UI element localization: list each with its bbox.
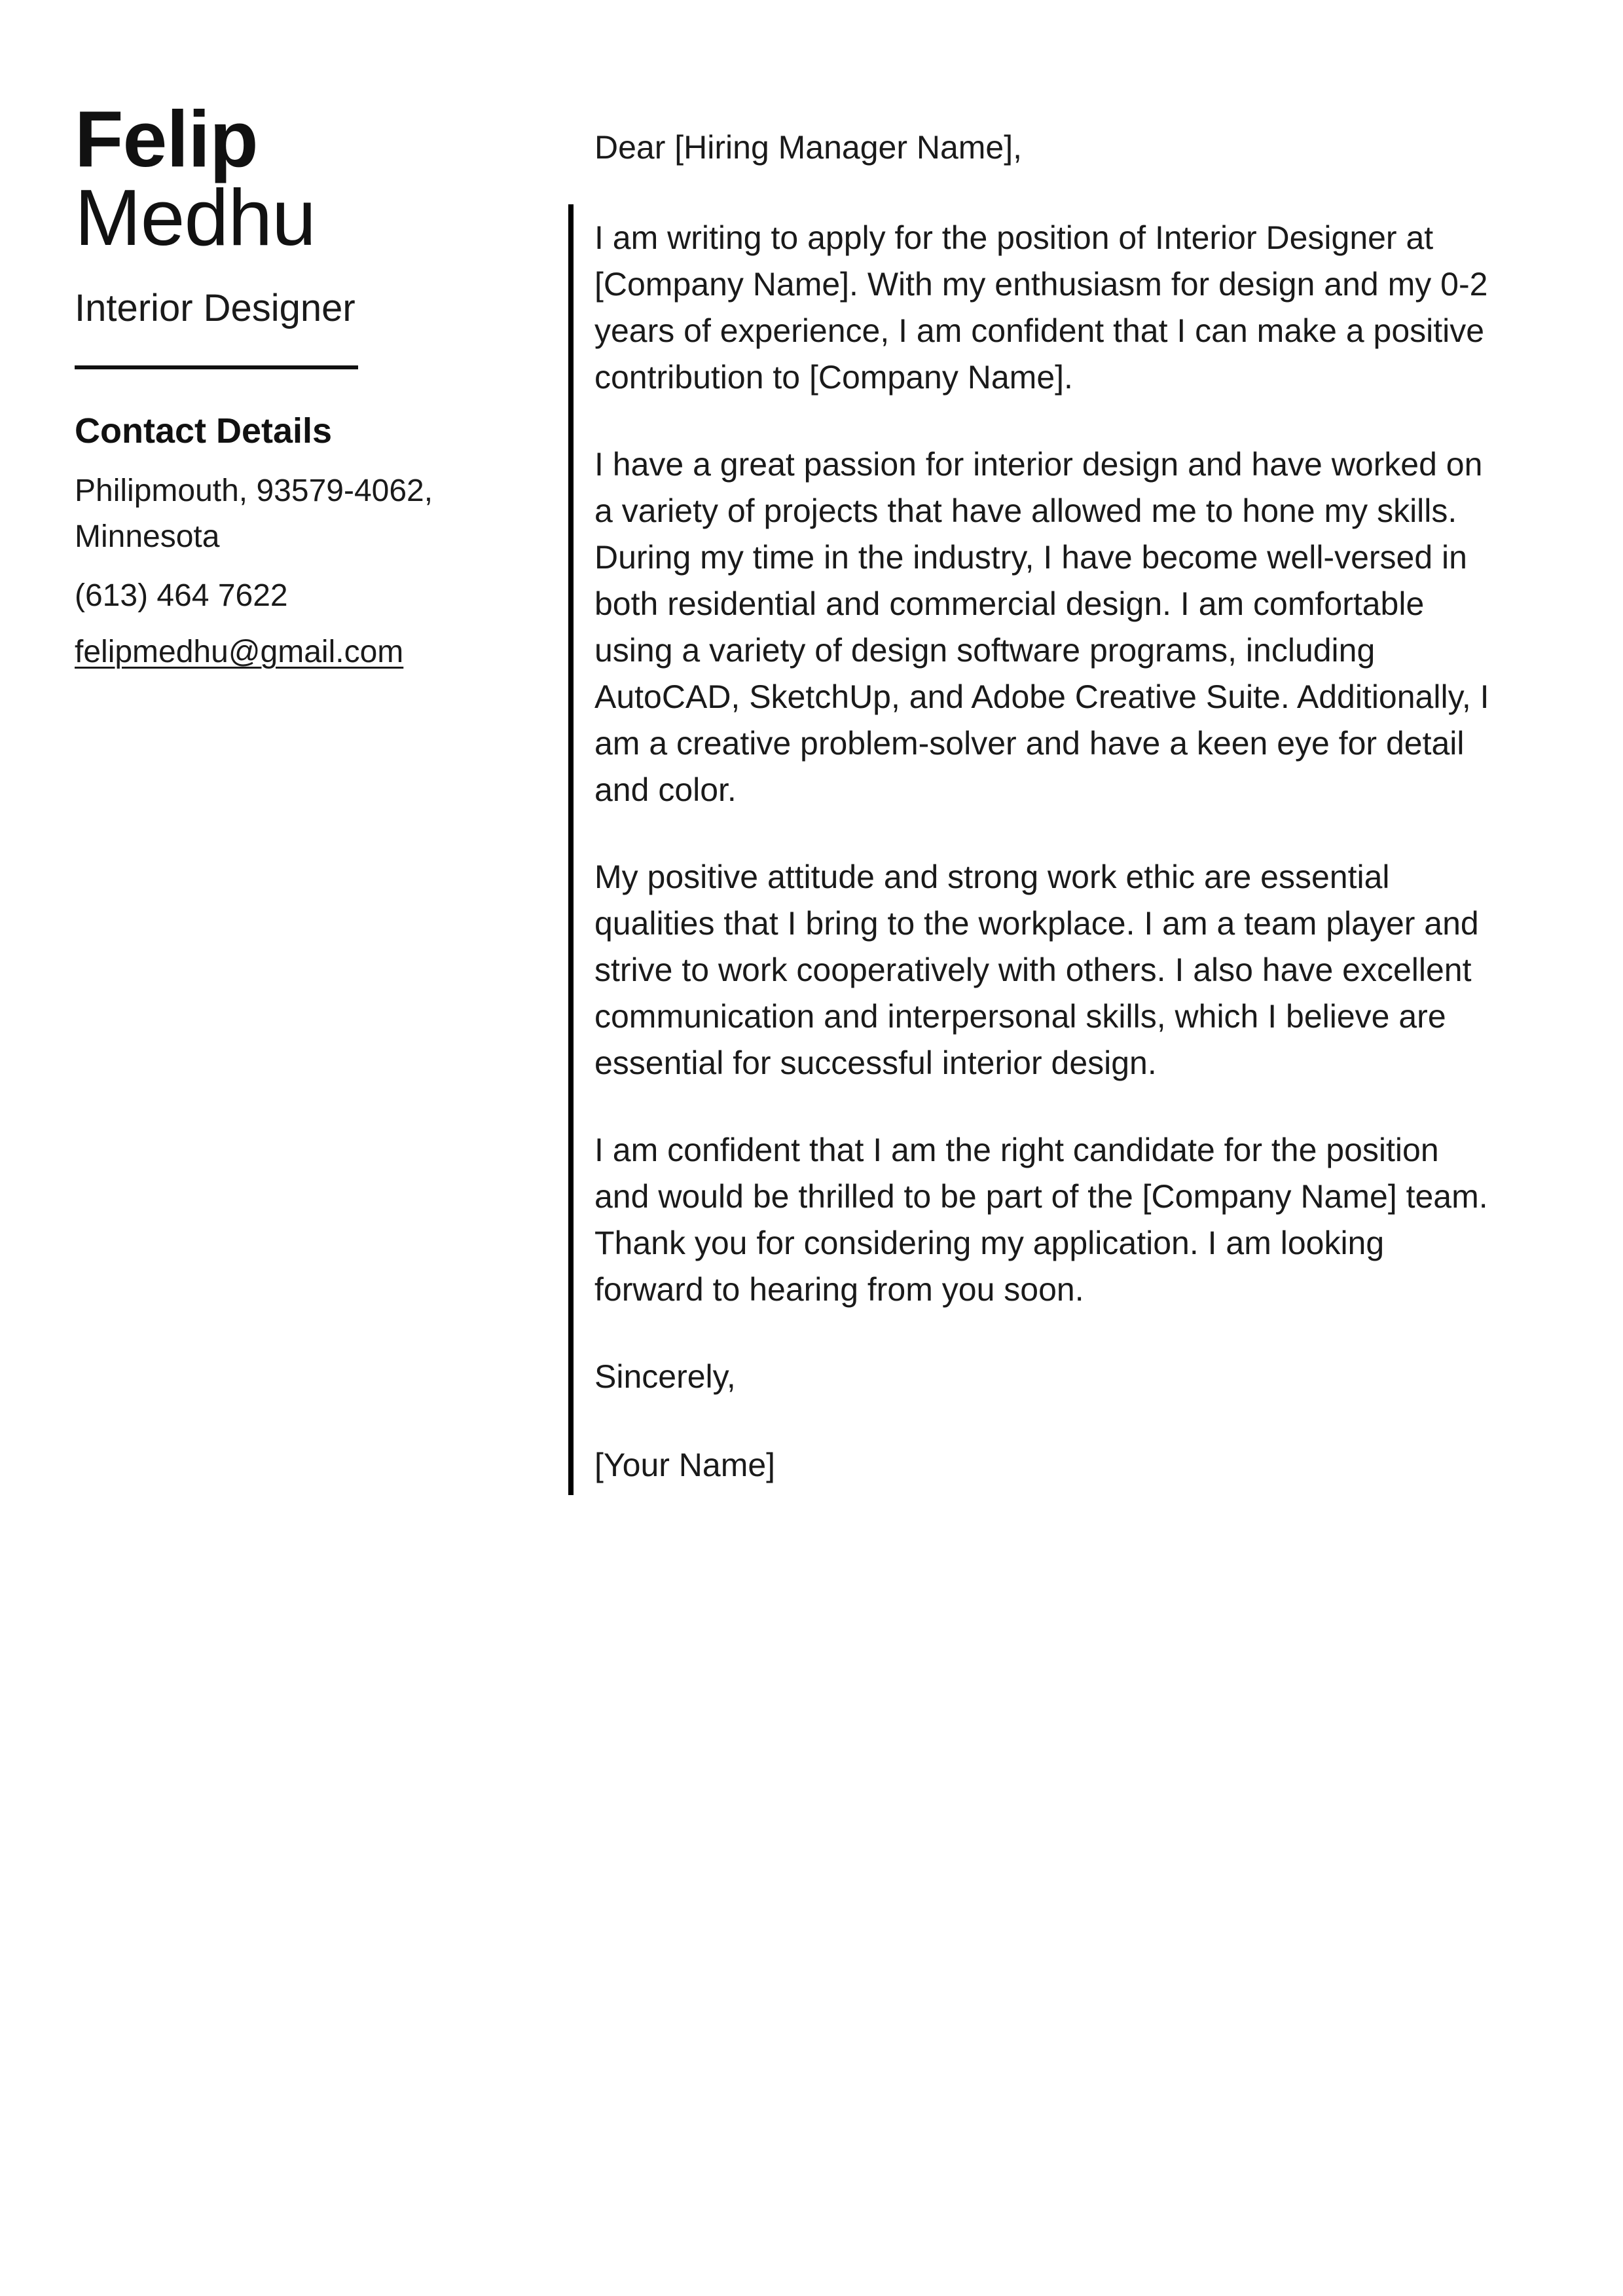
letter-line: strive to work cooperatively with others. I also have excellent — [594, 952, 1472, 988]
letter-paragraphs — [594, 215, 1577, 1313]
email-link[interactable]: felipmedhu@gmail.com — [75, 635, 404, 669]
letter-line: years of experience, I am confident that I can make a positive — [594, 312, 1485, 349]
letter-line: essential for successful interior design. — [594, 1045, 1157, 1081]
letter-body — [568, 204, 1577, 1495]
letter-closing: Sincerely, — [594, 1358, 736, 1395]
letter-line: am a creative problem-solver and have a keen eye for detail — [594, 725, 1465, 762]
letter-line: and color. — [594, 771, 737, 808]
letter-line: using a variety of design software programs, including — [594, 632, 1376, 669]
sidebar-divider — [75, 365, 358, 369]
letter-paragraph — [594, 441, 1577, 813]
letter-line: [Company Name]. With my enthusiasm for design and my 0-2 — [594, 266, 1488, 303]
letter-paragraph — [594, 215, 1577, 401]
candidate-last-name: Medhu — [75, 173, 316, 262]
contact-details-heading: Contact Details — [75, 411, 333, 451]
letter-line: contribution to [Company Name]. — [594, 359, 1073, 396]
sidebar — [75, 94, 441, 675]
candidate-name — [75, 94, 441, 262]
letter-line: and would be thrilled to be part of the [Company Name] team. — [594, 1178, 1488, 1215]
letter-paragraph — [594, 854, 1577, 1086]
letter-line: My positive attitude and strong work ethic are essential — [594, 859, 1390, 895]
letter-salutation: Dear [Hiring Manager Name], — [594, 129, 1023, 166]
contact-email — [75, 629, 441, 675]
letter-line: communication and interpersonal skills, which I believe are — [594, 998, 1446, 1035]
contact-phone: (613) 464 7622 — [75, 578, 288, 613]
job-title: Interior Designer — [75, 287, 356, 329]
letter-line: Thank you for considering my application. I am looking — [594, 1225, 1385, 1261]
contact-address — [75, 468, 441, 560]
letter-line: During my time in the industry, I have become well-versed in — [594, 539, 1467, 576]
letter-line: both residential and commercial design. I am comfortable — [594, 585, 1425, 622]
letter-signature: [Your Name] — [594, 1447, 776, 1483]
letter-line: a variety of projects that have allowed me to hone my skills. — [594, 492, 1457, 529]
letter-line: AutoCAD, SketchUp, and Adobe Creative Suite. Additionally, I — [594, 678, 1489, 715]
letter-line: I have a great passion for interior design and have worked on — [594, 446, 1483, 483]
letter-line: qualities that I bring to the workplace. I am a team player and — [594, 905, 1479, 942]
letter-line: I am confident that I am the right candidate for the position — [594, 1132, 1439, 1168]
contact-address-line2: Minnesota — [75, 519, 220, 554]
letter-line: I am writing to apply for the position of Interior Designer at — [594, 219, 1434, 256]
candidate-first-name: Felip — [75, 94, 258, 183]
letter-paragraph — [594, 1127, 1577, 1313]
contact-address-line1: Philipmouth, 93579-4062, — [75, 473, 433, 508]
letter-line: forward to hearing from you soon. — [594, 1271, 1084, 1308]
